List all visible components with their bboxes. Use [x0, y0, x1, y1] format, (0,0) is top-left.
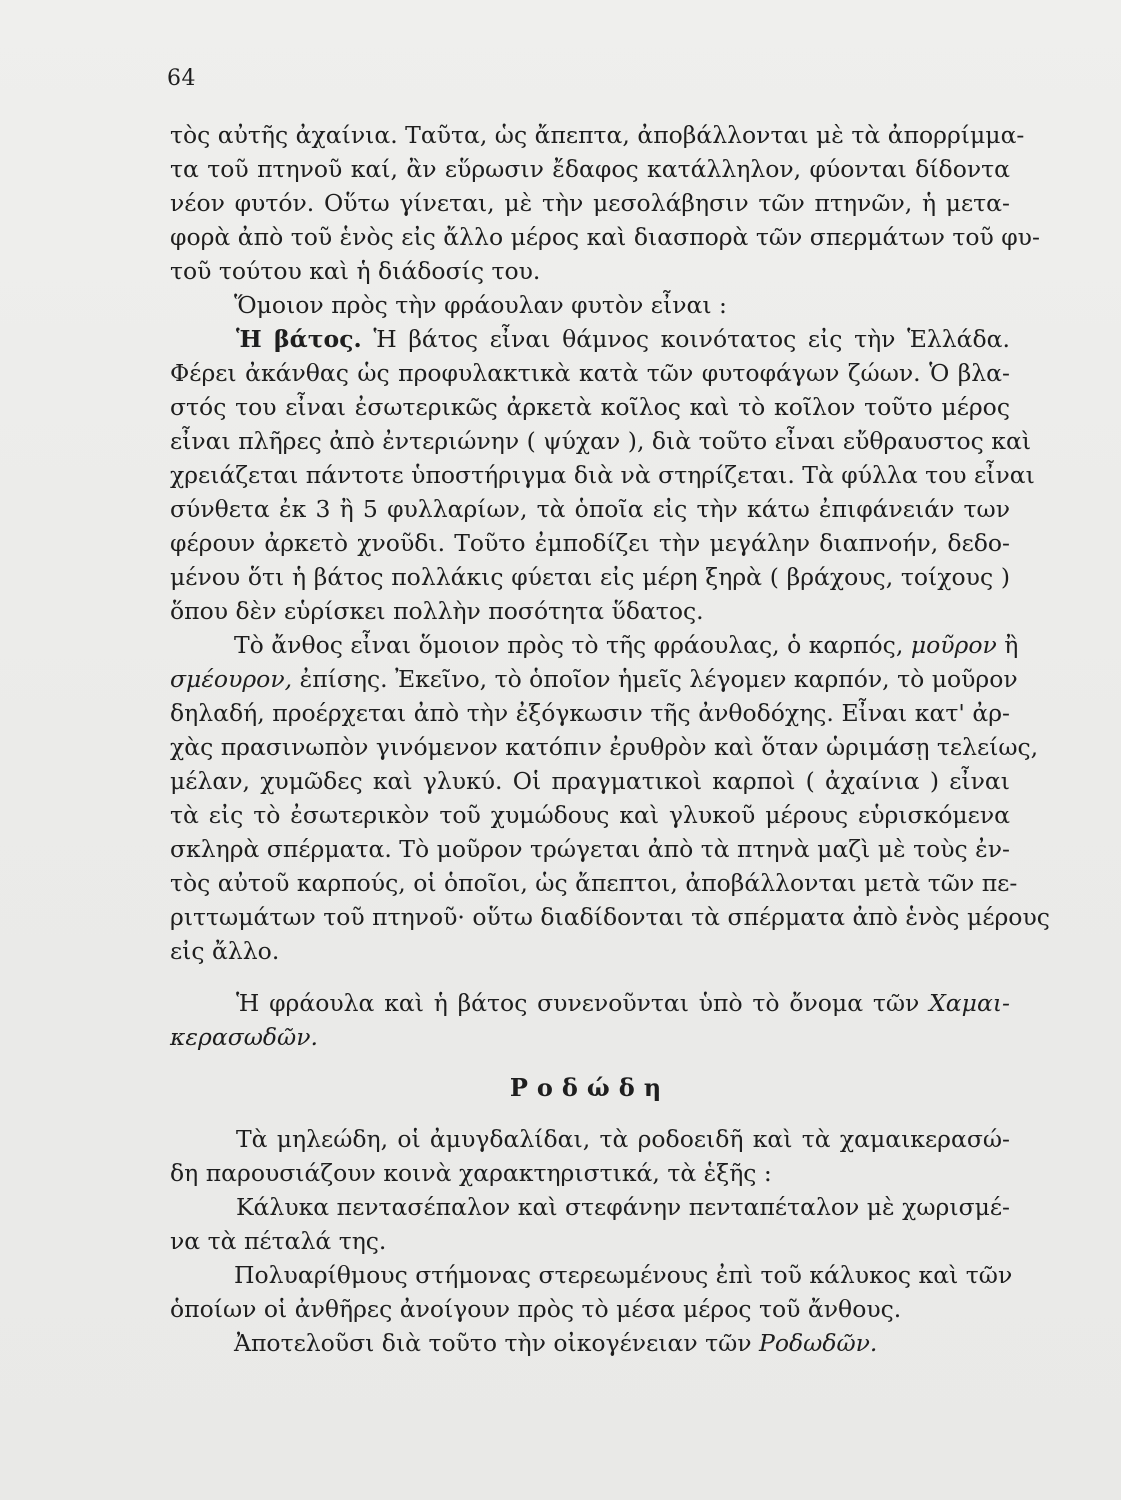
italic-term: μοῦρον: [910, 631, 997, 659]
text-line: Κάλυκα πεντασέπαλον καὶ στεφάνην πενταπέταλον μὲ χωρισμέ-: [236, 1193, 1010, 1221]
text-line: φέρουν ἀρκετὸ χνοῦδι. Τοῦτο ἐμποδίζει τὴν μεγάλην διαπνοήν, δεδο-: [170, 529, 1010, 557]
text-line: σκληρὰ σπέρματα. Τὸ μοῦρον τρώγεται ἀπὸ τὰ πτηνὰ μαζὶ μὲ τοὺς ἐν-: [170, 835, 1010, 863]
text-span: Τὸ ἄνθος εἶναι ὅμοιον πρὸς τὸ τῆς φράουλας, ὁ καρπός,: [234, 631, 904, 659]
text-span: Ἀποτελοῦσι διὰ τοῦτο τὴν οἰκογένειαν τῶν: [234, 1329, 752, 1357]
page-number: 64: [167, 66, 196, 91]
term-batos: Ἡ βάτος.: [236, 325, 362, 353]
text-span: Ἡ φράουλα καὶ ἡ βάτος συνενοῦνται ὑπὸ τὸ ὄνομα τῶν: [236, 989, 920, 1017]
text-line: τὰ εἰς τὸ ἐσωτερικὸν τοῦ χυμώδους καὶ γλυκοῦ μέρους εὑρισκόμενα: [170, 801, 1010, 829]
text-line: χὰς πρασινωπὸν γινόμενον κατόπιν ἐρυθρὸν καὶ ὅταν ὡριμάσῃ τελείως,: [170, 733, 1039, 761]
text-line: [236, 322, 1010, 356]
text-line: Φέρει ἀκάνθας ὡς προφυλακτικὰ κατὰ τῶν φυτοφάγων ζώων. Ὁ βλα-: [170, 359, 1010, 387]
text-line: Τὰ μηλεώδη, οἱ ἀμυγδαλίδαι, τὰ ροδοειδῆ καὶ τὰ χαμαικερασώ-: [236, 1125, 1010, 1153]
text-line: εἶναι πλῆρες ἀπὸ ἐντεριώνην ( ψύχαν ), διὰ τοῦτο εἶναι εὔθραυστος καὶ: [170, 427, 1032, 455]
text-line: χρειάζεται πάντοτε ὑποστήριγμα διὰ νὰ στηρίζεται. Τὰ φύλλα του εἶναι: [170, 461, 1035, 489]
text-line: τὸς αὐτοῦ καρπούς, οἱ ὁποῖοι, ὡς ἄπεπτοι, ἀποβάλλονται μετὰ τῶν πε-: [170, 869, 1018, 897]
text-span: ἐπίσης. Ἐκεῖνο, τὸ ὁποῖον ἡμεῖς λέγομεν καρπόν, τὸ μοῦρον: [299, 665, 1018, 693]
section-heading: Ροδώδη: [509, 1073, 671, 1102]
text-line: τοῦ τούτου καὶ ἡ διάδοσίς του.: [170, 257, 541, 285]
text-line: σύνθετα ἐκ 3 ἢ 5 φυλλαρίων, τὰ ὁποῖα εἰς τὴν κάτω ἐπιφάνειάν των: [170, 495, 1010, 523]
text-line: δηλαδή, προέρχεται ἀπὸ τὴν ἐξόγκωσιν τῆς ἀνθοδόχης. Εἶναι κατ' ἀρ-: [170, 699, 1010, 727]
text-line: τα τοῦ πτηνοῦ καί, ἂν εὕρωσιν ἔδαφος κατάλληλον, φύονται δίδοντα: [170, 155, 1010, 183]
text-line: μέλαν, χυμῶδες καὶ γλυκύ. Οἱ πραγματικοὶ καρποὶ ( ἀχαίνια ) εἶναι: [170, 767, 1010, 795]
italic-term: κερασωδῶν.: [170, 1023, 318, 1051]
text-line: [170, 1020, 318, 1054]
text-line: [234, 1326, 877, 1360]
italic-term: Χαμαι-: [929, 989, 1010, 1017]
text-line: [170, 662, 1018, 696]
italic-term: Ροδωδῶν.: [759, 1329, 878, 1357]
italic-term: σμέουρον,: [170, 665, 293, 693]
text-span: ἢ: [1004, 631, 1019, 659]
text-line: ὅπου δὲν εὑρίσκει πολλὴν ποσότητα ὕδατος.: [170, 597, 704, 625]
text-line: στός του εἶναι ἐσωτερικῶς ἀρκετὰ κοῖλος καὶ τὸ κοῖλον τοῦτο μέρος: [170, 393, 1010, 421]
text-line: εἰς ἄλλο.: [170, 937, 280, 965]
text-line: δη παρουσιάζουν κοινὰ χαρακτηριστικά, τὰ ἑξῆς :: [170, 1159, 772, 1187]
text-span: Ἡ βάτος εἶναι θάμνος κοινότατος εἰς τὴν Ἑλλάδα.: [373, 325, 1011, 353]
text-line: Ὅμοιον πρὸς τὴν φράουλαν φυτὸν εἶναι :: [234, 291, 727, 319]
text-line: ριττωμάτων τοῦ πτηνοῦ· οὕτω διαδίδονται τὰ σπέρματα ἀπὸ ἑνὸς μέρους: [170, 903, 1050, 931]
text-line: μένου ὅτι ἡ βάτος πολλάκις φύεται εἰς μέρη ξηρὰ ( βράχους, τοίχους ): [170, 563, 1010, 591]
text-line: να τὰ πέταλά της.: [170, 1227, 387, 1255]
text-line: τὸς αὐτῆς ἀχαίνια. Ταῦτα, ὡς ἄπεπτα, ἀποβάλλονται μὲ τὰ ἀπορρίμμα-: [170, 121, 1025, 149]
text-line: [234, 628, 1019, 662]
text-line: [236, 986, 1010, 1020]
text-line: Πολυαρίθμους στήμονας στερεωμένους ἐπὶ τοῦ κάλυκος καὶ τῶν: [234, 1261, 1013, 1289]
text-line: ὁποίων οἱ ἀνθῆρες ἀνοίγουν πρὸς τὸ μέσα μέρος τοῦ ἄνθους.: [170, 1295, 902, 1323]
text-line: φορὰ ἀπὸ τοῦ ἑνὸς εἰς ἄλλο μέρος καὶ διασπορὰ τῶν σπερμάτων τοῦ φυ-: [170, 223, 1040, 251]
text-line: νέον φυτόν. Οὕτω γίνεται, μὲ τὴν μεσολάβησιν τῶν πτηνῶν, ἡ μετα-: [170, 189, 1010, 217]
